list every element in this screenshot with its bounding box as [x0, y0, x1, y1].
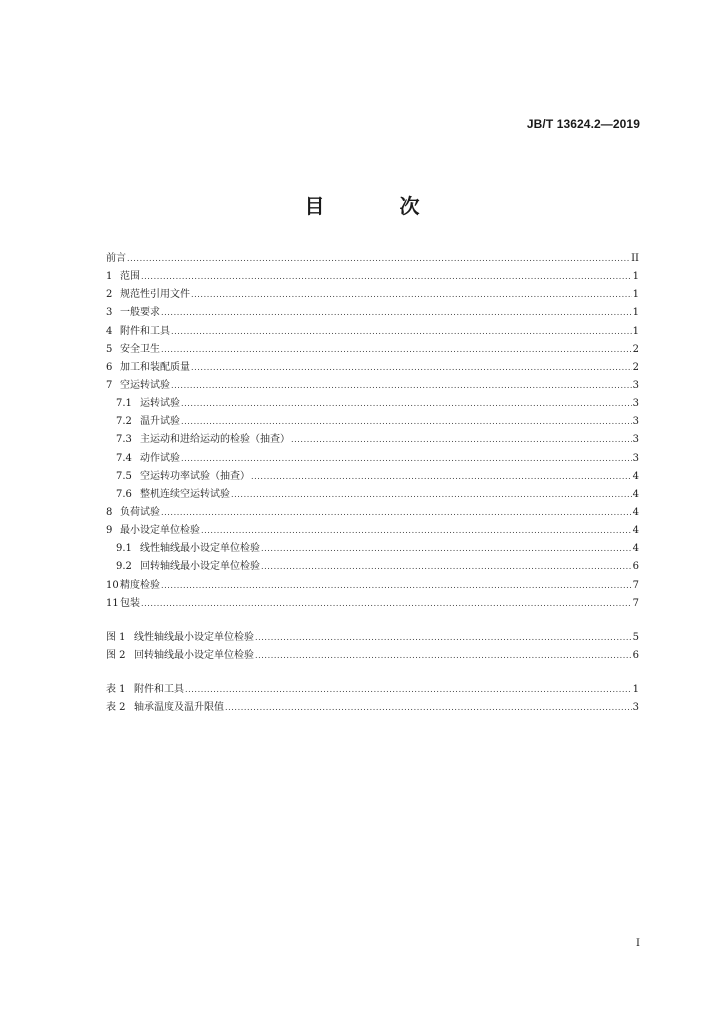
toc-entry-label: 回转轴线最小设定单位检验 [134, 649, 254, 661]
toc-entry-page: 3 [632, 416, 639, 428]
toc-entry-page: 4 [632, 543, 639, 555]
dot-leader [201, 522, 632, 540]
toc-entry-page: 4 [632, 525, 639, 537]
toc-entry[interactable] [106, 629, 639, 647]
toc-entry-label: 主运动和进给运动的检验（抽查） [140, 434, 290, 446]
toc-entry-number: 9.2 [116, 561, 132, 573]
toc-entry[interactable] [106, 681, 639, 699]
toc-entry-page: 4 [632, 488, 639, 500]
toc-entry-page: 5 [632, 631, 639, 643]
dot-leader [171, 323, 632, 341]
toc-entry-page: II [631, 253, 639, 264]
toc-entry[interactable] [106, 304, 639, 322]
toc-entry-number: 7.4 [116, 452, 132, 464]
toc-entry-number: 7.1 [116, 398, 132, 410]
dot-leader [171, 377, 632, 395]
toc-entry-page: 3 [632, 379, 639, 391]
toc-entry-label: 精度检验 [120, 579, 160, 591]
toc-entry-label: 空运转功率试验（抽查） [140, 470, 250, 482]
toc-entry[interactable] [106, 522, 639, 540]
dot-leader [225, 699, 632, 717]
toc-entry-label: 规范性引用文件 [120, 289, 190, 301]
toc-entry[interactable] [106, 486, 639, 504]
toc-entry-label: 范围 [120, 271, 140, 283]
toc-entry-label: 空运转试验 [120, 379, 170, 391]
dot-leader [161, 504, 632, 522]
toc-entry[interactable] [106, 431, 639, 449]
toc-entry[interactable] [106, 450, 639, 468]
dot-leader [255, 629, 632, 647]
dot-leader [261, 558, 632, 576]
toc-entry-label: 包装 [120, 597, 140, 609]
toc-entry-number: 6 [106, 361, 113, 373]
toc-entry-label: 安全卫生 [120, 343, 160, 355]
toc-entry-number: 1 [106, 271, 113, 283]
toc-entry-label: 前言 [106, 253, 126, 264]
toc-entry-label: 运转试验 [140, 398, 180, 410]
toc-entry-number: 5 [106, 343, 113, 355]
toc-entry-page: 1 [632, 325, 639, 337]
toc-entry-number: 表 2 [106, 702, 126, 714]
page-number: I [636, 938, 640, 949]
page-title: 目 次 [304, 194, 454, 218]
toc-tables [106, 681, 639, 717]
toc-entry[interactable] [106, 359, 639, 377]
toc-entry-label: 一般要求 [120, 307, 160, 319]
toc-entry-page: 7 [632, 579, 639, 591]
toc-entry-number: 表 1 [106, 684, 126, 696]
toc-entry-number: 图 1 [106, 631, 126, 643]
toc-entry-page: 6 [632, 649, 639, 661]
toc-entry-label: 线性轴线最小设定单位检验 [134, 631, 254, 643]
toc-entry-number: 图 2 [106, 649, 126, 661]
toc-entry-number: 9 [106, 525, 113, 537]
toc-entry[interactable] [106, 413, 639, 431]
toc-entry-page: 4 [632, 470, 639, 482]
standard-code: JB/T 13624.2—2019 [526, 117, 640, 131]
toc-entry-label: 轴承温度及温升限值 [134, 702, 224, 714]
dot-leader [231, 486, 632, 504]
toc-entry-page: 4 [632, 506, 639, 518]
toc-entry-label: 温升试验 [140, 416, 180, 428]
toc-entry[interactable] [106, 341, 639, 359]
toc-entry-page: 6 [632, 561, 639, 573]
toc-entry-number: 7.5 [116, 470, 132, 482]
toc-entry-label: 最小设定单位检验 [120, 525, 200, 537]
toc-entry[interactable] [106, 504, 639, 522]
toc-entry-label: 加工和装配质量 [120, 361, 190, 373]
toc-entry[interactable] [106, 699, 639, 717]
toc-entry-number: 7.6 [116, 488, 132, 500]
toc-entry-page: 3 [632, 434, 639, 446]
dot-leader [181, 395, 632, 413]
toc-entry-label: 附件和工具 [120, 325, 170, 337]
toc-entry-number: 8 [106, 506, 113, 518]
toc-entry-label: 整机连续空运转试验 [140, 488, 230, 500]
toc-entry-page: 2 [632, 361, 639, 373]
toc-entry[interactable] [106, 558, 639, 576]
toc-entry[interactable] [106, 286, 639, 304]
toc-entry-number: 2 [106, 289, 113, 301]
toc-entry-page: 3 [632, 702, 639, 714]
toc-entry-page: 1 [632, 289, 639, 301]
dot-leader [191, 286, 632, 304]
dot-leader [291, 431, 632, 449]
toc-entry-number: 7.3 [116, 434, 132, 446]
dot-leader [261, 540, 632, 558]
dot-leader [161, 341, 632, 359]
toc-entry-label: 负荷试验 [120, 506, 160, 518]
table-of-contents [106, 250, 639, 717]
toc-entry[interactable] [106, 377, 639, 395]
toc-entry[interactable] [106, 250, 639, 268]
dot-leader [191, 359, 632, 377]
dot-leader [185, 681, 632, 699]
toc-entry-number: 11 [106, 597, 119, 609]
dot-leader [251, 468, 632, 486]
toc-entry[interactable] [106, 647, 639, 665]
dot-leader [181, 450, 632, 468]
dot-leader [127, 250, 630, 268]
toc-entry-label: 附件和工具 [134, 684, 184, 696]
dot-leader [161, 304, 632, 322]
toc-entry-number: 9.1 [116, 543, 132, 555]
dot-leader [141, 595, 632, 613]
toc-entry-number: 4 [106, 325, 113, 337]
toc-entry-page: 1 [632, 271, 639, 283]
toc-entry[interactable] [106, 577, 639, 595]
toc-entry-page: 1 [632, 307, 639, 319]
toc-entry-page: 3 [632, 452, 639, 464]
toc-entry[interactable] [106, 395, 639, 413]
toc-entry[interactable] [106, 595, 639, 613]
dot-leader [255, 647, 632, 665]
toc-entries [106, 250, 639, 613]
toc-entry-page: 2 [632, 343, 639, 355]
toc-entry-number: 7.2 [116, 416, 132, 428]
dot-leader [141, 268, 632, 286]
toc-entry[interactable] [106, 540, 639, 558]
toc-entry-page: 3 [632, 398, 639, 410]
toc-figures [106, 629, 639, 665]
toc-entry[interactable] [106, 468, 639, 486]
toc-entry-page: 7 [632, 597, 639, 609]
toc-entry-page: 1 [632, 684, 639, 696]
toc-entry[interactable] [106, 268, 639, 286]
toc-entry-label: 动作试验 [140, 452, 180, 464]
toc-entry[interactable] [106, 323, 639, 341]
toc-entry-number: 3 [106, 307, 113, 319]
toc-entry-number: 10 [106, 579, 119, 591]
toc-entry-label: 回转轴线最小设定单位检验 [140, 561, 260, 573]
dot-leader [161, 577, 632, 595]
toc-entry-label: 线性轴线最小设定单位检验 [140, 543, 260, 555]
dot-leader [181, 413, 632, 431]
toc-entry-number: 7 [106, 379, 113, 391]
